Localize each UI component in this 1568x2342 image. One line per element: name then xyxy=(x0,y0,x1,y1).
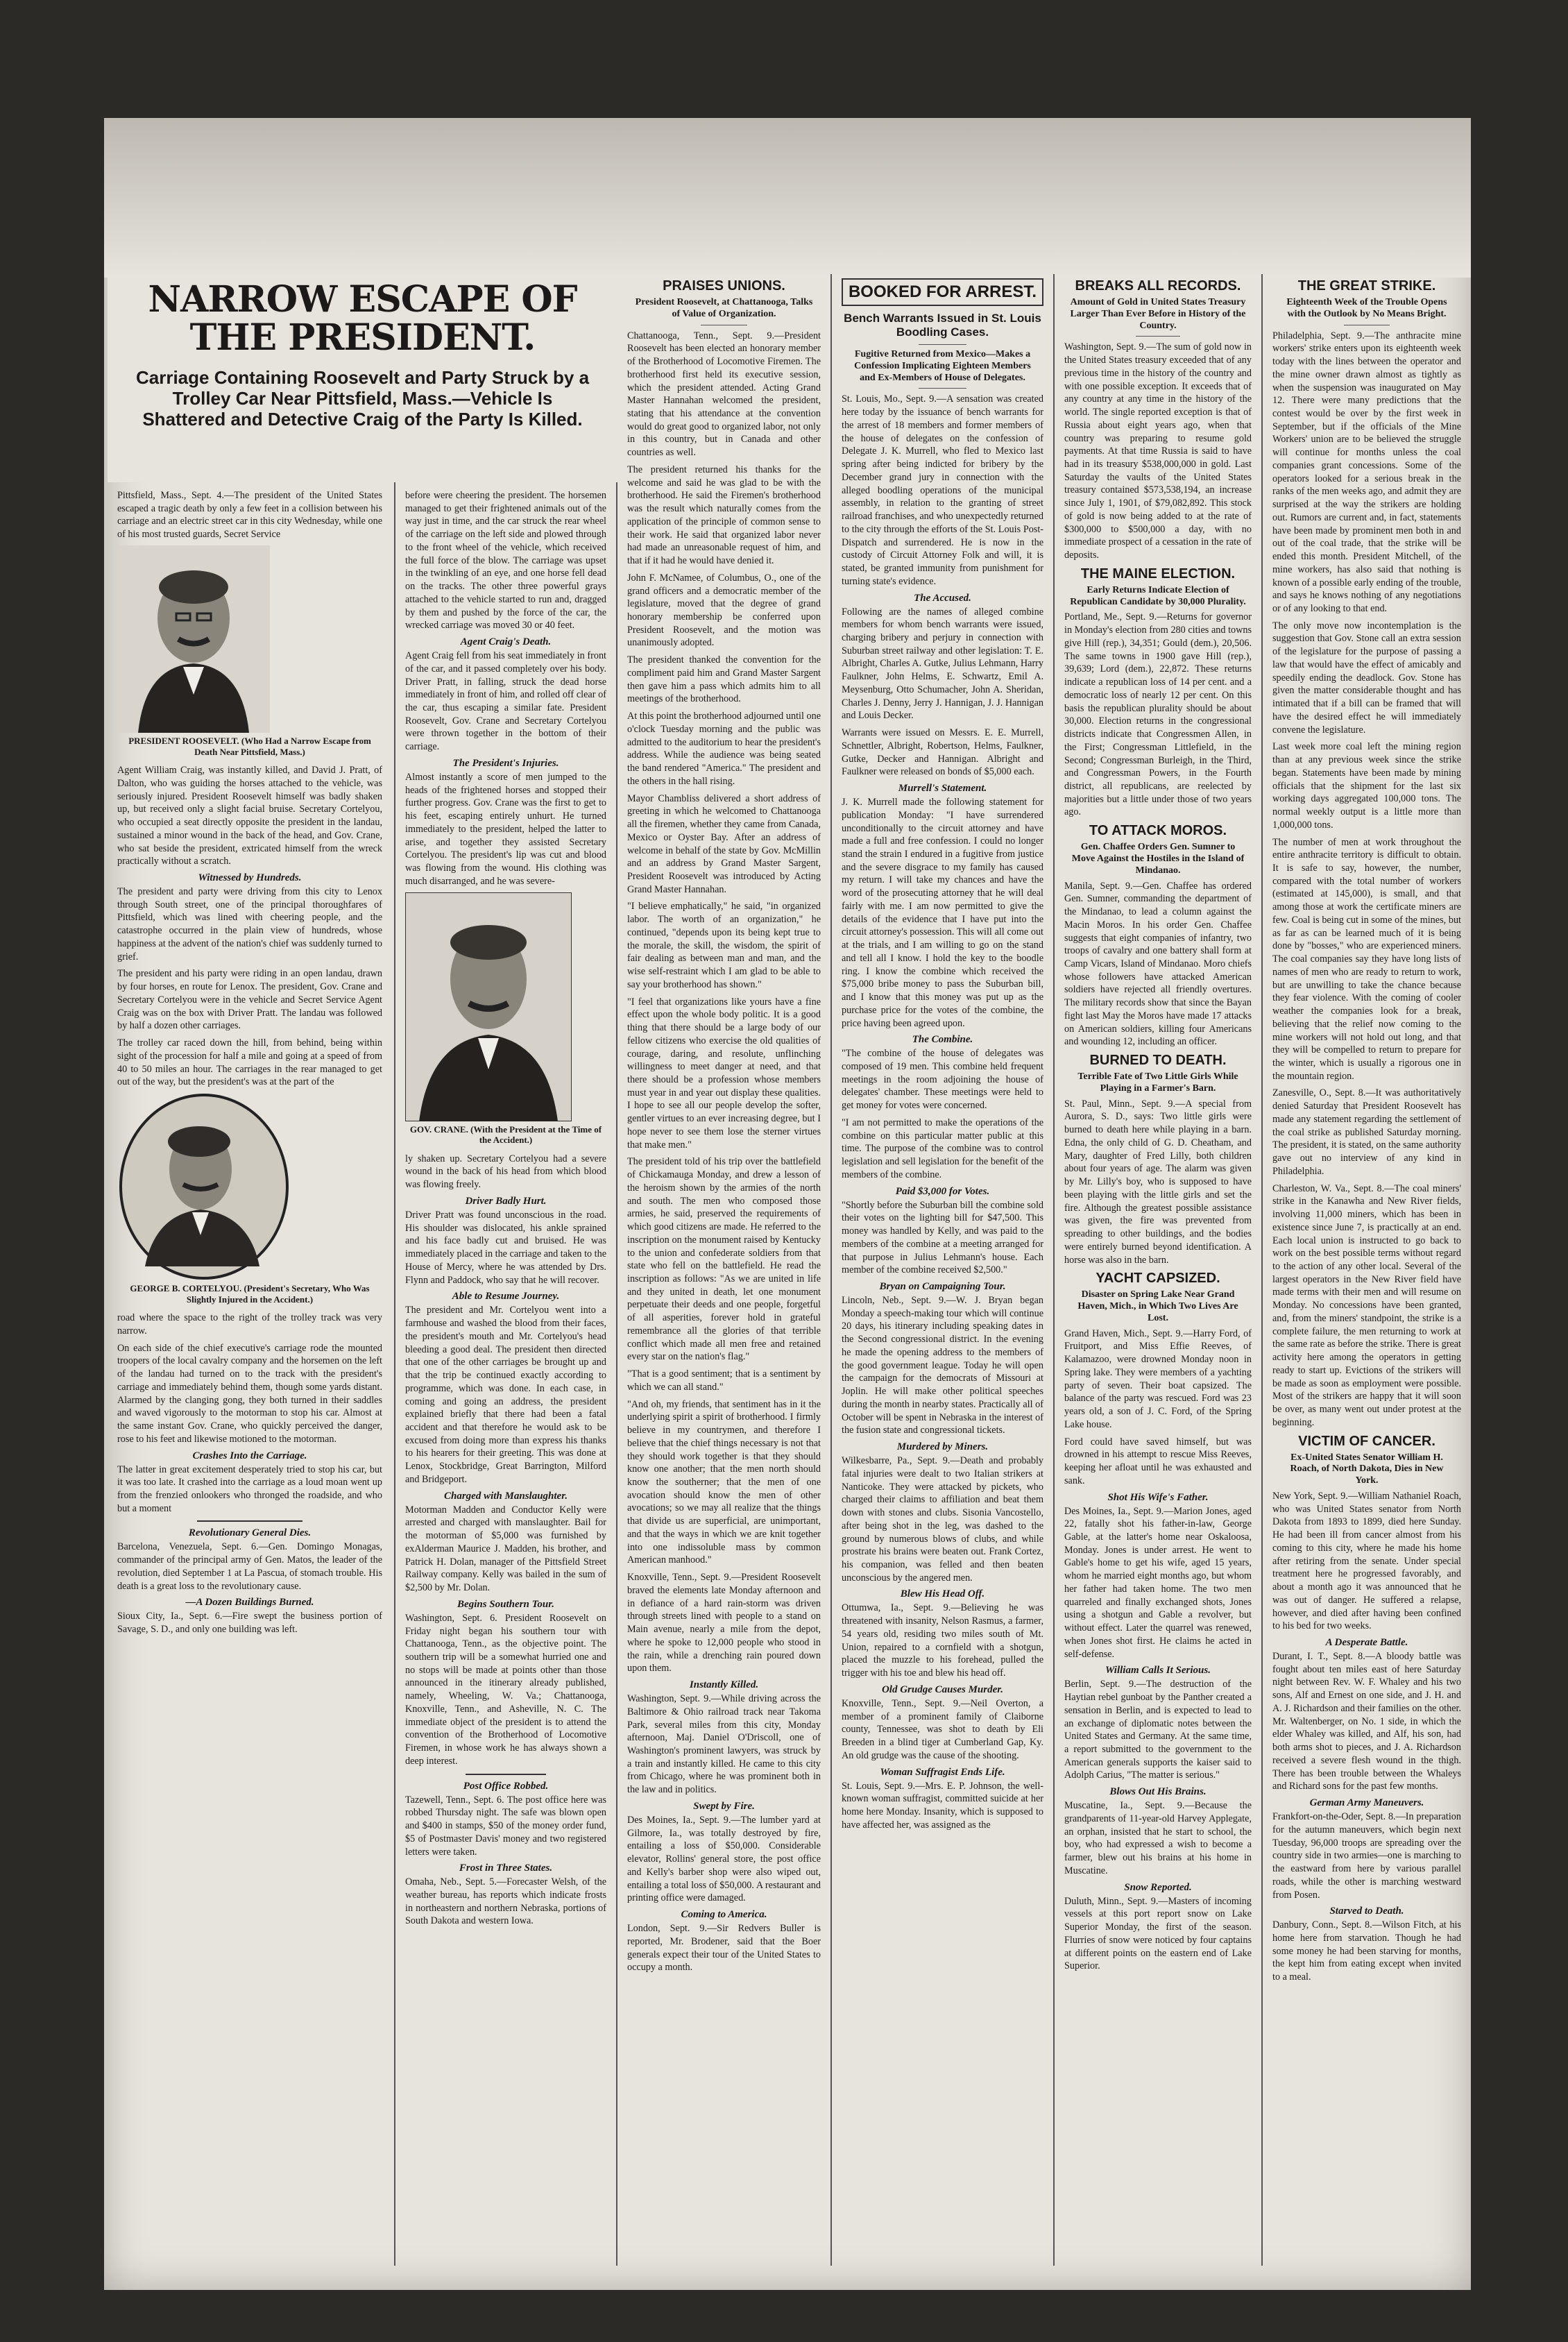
article-paragraph: The only move now incontemplation is the suggestion that Gov. Stone call an extra session of the legislature for the purpose of passing a law that would have the effect of amicably and speedily ending the deadlock. Gov. Stone has given the matter considerable thought and has intimated that if a bill can be framed that will have the desired effect he will immediately convene the legislature. xyxy=(1272,620,1461,736)
article-paragraph: Mayor Chambliss delivered a short address of greeting in which he welcomed to Chattanooga all the firemen, whether they came from Canada, Mexico or Oyster Bay. After an address of welcome in behalf of the state by Gov. McMillin and an address by Grand Master Sargent, President Roosevelt was introduced by Acting Grand Master Hannahan. xyxy=(627,792,821,895)
cortelyou-portrait xyxy=(117,1093,382,1280)
article-paragraph: Last week more coal left the mining region than at any previous week since the strike began. Statements have been made by mining officials that the shipment for the last six working days aggregated 100,000 tons. The normal weekly output is a little more than 1,000,000 tons. xyxy=(1272,741,1461,831)
article-headline: VICTIM OF CANCER. xyxy=(1298,1433,1435,1449)
article-paragraph: "I believe emphatically," he said, "in organized labor. The worth of an organization," he continued, "depends upon its being kept true to the morale, the skill, the wisdom, the spirit of fair dealing as between man and man, and the wise self-restraint which I am glad to be able to say your brotherhood has shown." xyxy=(627,901,821,990)
article-headline: PRAISES UNIONS. xyxy=(663,278,785,294)
portrait-caption: GEORGE B. CORTELYOU. (President's Secretary, Who Was Slightly Injured in the Accident.) xyxy=(130,1283,370,1305)
article-paragraph: The latter in great excitement desperately tried to stop his car, but it was too late. It crashed into the carriage as a loud moan went up from the frenzied onlookers who thronged the roadside, and who but a moment xyxy=(117,1463,382,1514)
article-paragraph: Sioux City, Ia., Sept. 6.—Fire swept the business portion of Savage, S. D., and only one building was left. xyxy=(117,1611,382,1636)
subheading: Revolutionary General Dies. xyxy=(188,1527,312,1539)
article-headline: BOOKED FOR ARREST. xyxy=(842,278,1043,306)
article-deck: Ex-United States Senator William H. Roach, of North Dakota, Dies in New York. xyxy=(1290,1452,1444,1486)
page-top-margin xyxy=(104,118,1471,278)
article-paragraph: Chattanooga, Tenn., Sept. 9.—President Roosevelt has been elected an honorary member of the Brotherhood of Locomotive Firemen. The brotherhood first held its executive session, which the president attended. Acting Grand Master Hannahan welcomed the president, stating that his attendance at the convention would do great good to organized labor, not only in this country, but in Canada and other countries as well. xyxy=(627,330,821,459)
article-paragraph: road where the space to the right of the trolley track was very narrow. xyxy=(117,1312,382,1337)
article-paragraph: "And oh, my friends, that sentiment has in it the underlying spirit a spirit of brotherhood. I firmly believe in my countrymen, and therefore I believe that the chief things necessary is not that they should work together is that they should know one another; that the men north should know the southerner; that the men of one avocation should know the men of other avocations; so we may all realize that the things that divide us are superficial, are unimportant, and that the ways in which we are knit together into one indissoluble mass by common American manhood." xyxy=(627,1398,821,1566)
portrait-image-icon xyxy=(405,892,572,1121)
article-paragraph: Des Moines, Ia., Sept. 9.—Marion Jones, aged 22, fatally shot his father-in-law, George Gable, at the latter's home near Oskaloosa, Monday. Jones is under arrest. He went to Gable's home to get his wife, aged 15 years, whom he married eight months ago, but whom her father had taken home. The two men quarreled and finally exchanged shots, Jones using a shotgun and Gable a revolver, but without effect. Later the quarrel was renewed, when Jones shot first. He claims he acted in self-defense. xyxy=(1064,1505,1252,1660)
article-headline: BREAKS ALL RECORDS. xyxy=(1075,278,1241,294)
subheading: Shot His Wife's Father. xyxy=(1107,1491,1209,1503)
article-deck: Amount of Gold in United States Treasury Larger Than Ever Before in History of the Country. xyxy=(1070,297,1246,331)
article-paragraph: "The combine of the house of delegates was composed of 19 men. This combine held frequent meetings in the room adjoining the house of delegates' chamber. These meetings were held to get money for votes were concerned. xyxy=(842,1048,1043,1112)
article-paragraph: Duluth, Minn., Sept. 9.—Masters of incoming vessels at this port report snow on Lake Superior Monday, the first of the season. Flurries of snow were noticed by four captains at different points on the eastern end of Lake Superior. xyxy=(1064,1895,1252,1972)
lead-headline: NARROW ESCAPE OF THE PRESIDENT. xyxy=(148,278,577,359)
article-paragraph: John F. McNamee, of Columbus, O., one of the grand officers and a democratic member of the legislature, moved that the degree of grand honorary membership be conferred upon President Roosevelt, and the motion was unanimously adopted. xyxy=(627,572,821,649)
article-paragraph: Wilkesbarre, Pa., Sept. 9.—Death and probably fatal injuries were dealt to two Italian strikers at Nanticoke. They were attacked by pickets, who charged their claims to affiliation and beat them down with stones and clubs. Sisonia Vancostello, after being shot in the leg, was dashed to the ground by numerous blows of clubs, and while prostrate his brains were beaten out. Frank Cortez, his companion, was felled and then beaten unconscious by the angered men. xyxy=(842,1455,1043,1584)
article-paragraph: ly shaken up. Secretary Cortelyou had a severe wound in the back of his head from which blood was flowing freely. xyxy=(405,1153,606,1191)
subheading: The Accused. xyxy=(914,592,971,604)
column-1 xyxy=(108,489,392,2266)
article-paragraph: Charleston, W. Va., Sept. 8.—The coal miners' strike in the Kanawha and New River fields, involving 11,000 miners, which has been in existence since June 7, is practically at an end. Each local union is instructed to go back to work on the best possible terms without regard to the action of any other local. Several of the largest operators in the New River field have made terms with their men and will resume on Monday. No concessions have been granted, and, from the miners' standpoint, the strike is a complete failure, the men returning to work at the same rate as before the strike. There is great activity here among the operators in getting ready to start up. Evictions of the strikers will be made as soon as employment were possible. Most of the strikers are happy that it will soon be over, as many went out under protest at the beginning. xyxy=(1272,1182,1461,1428)
article-paragraph: St. Louis, Sept. 9.—Mrs. E. P. Johnson, the well-known woman suffragist, committed suicide at her home here Monday. Insanity, which is supposed to have affected her, was assigned as the xyxy=(842,1780,1043,1831)
subheading: —A Dozen Buildings Burned. xyxy=(185,1597,314,1609)
article-paragraph: London, Sept. 9.—Sir Redvers Buller is reported, Mr. Brodener, said that the Boer generals expect their tour of the United States to occupy a month. xyxy=(627,1923,821,1974)
article-paragraph: Agent William Craig, was instantly killed, and David J. Pratt, of Dalton, who was guiding the horses attached to the vehicle, was seriously injured. President Roosevelt himself was badly shaken up, but received only a slight facial bruise. Secretary Cortelyou, who occupied a seat directly opposite the president in the landau, sustained a minor wound in the back of the head, and Gov. Crane, who sat beside the president, extricated himself from the wreck practically without a scratch. xyxy=(117,765,382,867)
subheading: Charged with Manslaughter. xyxy=(444,1490,568,1502)
subheading: German Army Maneuvers. xyxy=(1309,1797,1424,1809)
article-paragraph: Lincoln, Neb., Sept. 9.—W. J. Bryan began Monday a speech-making tour which will continue 20 days, his itinerary including speaking dates in the Second congressional district. In the evening he made the opening address to the members of the good government league. Today he will open the campaign for the democrats of Missouri at Joplin. He will make other political speeches during the month in nearby states. Practically all of October will be spent in Nebraska in the interest of the fusion state and congressional tickets. xyxy=(842,1295,1043,1436)
newspaper-page xyxy=(104,118,1471,2290)
column-2 xyxy=(395,489,616,2266)
portrait-caption: PRESIDENT ROOSEVELT. (Who Had a Narrow Escape from Death Near Pittsfield, Mass.) xyxy=(128,735,371,757)
article-paragraph: Danbury, Conn., Sept. 8.—Wilson Fitch, at his home here from starvation. Though he had some money he had been starving for months, the kept him from eating except when invited to a meal. xyxy=(1272,1919,1461,1983)
subheading: Crashes Into the Carriage. xyxy=(192,1450,307,1461)
subheading: Bryan on Campaigning Tour. xyxy=(879,1281,1006,1293)
lead-story-header xyxy=(108,274,617,482)
article-paragraph: The president and party were driving from this city to Lenox through South street, one of the principal thoroughfares of Pittsfield, which was lined with cheering people, and the catastrophe occurred in the plain view of hundreds, whose happiness at the advent of the nation's chief was suddenly turned to grief. xyxy=(117,886,382,962)
article-subhead: Bench Warrants Issued in St. Louis Boodling Cases. xyxy=(844,312,1041,339)
subheading: Instantly Killed. xyxy=(689,1679,759,1691)
article-paragraph: Omaha, Neb., Sept. 5.—Forecaster Welsh, of the weather bureau, has reports which indicate frosts in northeastern and northern Nebraska, portions of South Dakota and western Iowa. xyxy=(405,1876,606,1927)
subheading: Begins Southern Tour. xyxy=(457,1598,554,1610)
portrait-caption: GOV. CRANE. (With the President at the Time of the Accident.) xyxy=(409,1123,602,1146)
article-paragraph: "I feel that organizations like yours have a fine effect upon the whole body politic. It is a good thing that there should be a large body of our fellow citizens who exercise the old qualities of courage, daring, and resolute, unflinching willingness to meet danger at need, and that there should be a profession whose members must year in and year out display these qualities. I hope to see all our people develop the softer, gentler virtues to an ever increasing degree, but I hope never to see them lose the sterner virtues that make men." xyxy=(627,996,821,1151)
article-paragraph: Driver Pratt was found unconscious in the road. His shoulder was dislocated, his ankle sprained and his face badly cut and bruised. He was immediately placed in the carriage and taken to the House of Mercy, where he was attended by Drs. Flynn and Paddock, who say that he will recover. xyxy=(405,1209,606,1286)
article-paragraph: At this point the brotherhood adjourned until one o'clock Tuesday morning and the public was admitted to the auditorium to hear the president's address. While the audience was being seated the band rendered "America." The president and the others in the hall rising. xyxy=(627,711,821,787)
article-deck: Gen. Chaffee Orders Gen. Sumner to Move Against the Hostiles in the Island of Mindanao. xyxy=(1071,842,1245,876)
subheading: Snow Reported. xyxy=(1124,1881,1192,1893)
article-deck: Fugitive Returned from Mexico—Makes a Confession Implicating Eighteen Members and Ex-Members of House of Delegates. xyxy=(854,349,1031,383)
article-paragraph: Almost instantly a score of men jumped to the heads of the frightened horses and stopped their further progress. Gov. Crane was the first to get to his feet, escaping entirely unhurt. He turned immediately to the president, helped the latter to arise, and together they assisted Secretary Cortelyou. The president's lip was cut and blood was flowing from the wound. His clothing was much disarranged, and he was severe- xyxy=(405,771,606,887)
subheading: Frost in Three States. xyxy=(459,1862,553,1874)
article-deck: Disaster on Spring Lake Near Grand Haven, Mich., in Which Two Lives Are Lost. xyxy=(1077,1289,1238,1323)
subheading: Able to Resume Journey. xyxy=(452,1291,560,1302)
divider xyxy=(197,1520,303,1522)
article-deck: Eighteenth Week of the Trouble Opens with the Outlook by No Means Bright. xyxy=(1286,297,1447,319)
divider xyxy=(919,344,967,345)
column-6 xyxy=(1263,274,1471,2266)
article-paragraph: Washington, Sept. 9.—The sum of gold now in the United States treasury exceeded that of any previous time in the history of the country and with one possible exception. It exceeds that of any country at any time in the history of the world. The single reported exception is that of Russia about eight years ago, when that country was preparing to resume gold payments. At that time Russia is said to have had in its treasury $538,000,000 in gold. Last Saturday the vaults of the United States treasury contained $573,538,194, an increase since July 1, 1901, of $79,082,892. This stock of gold is now being added to at the rate of $300,000 to $500,000 a day, with no immediate prospect of a cessation in the rate of deposits. xyxy=(1064,341,1252,561)
article-paragraph: The president and his party were riding in an open landau, drawn by four horses, en route for Lenox. The president, Gov. Crane and Secretary Cortelyou were in the vehicle and Secret Service Agent Craig was on the box with Driver Pratt. The landau was followed by half a dozen other carriages. xyxy=(117,968,382,1032)
article-paragraph: Manila, Sept. 9.—Gen. Chaffee has ordered Gen. Sumner, commanding the department of the Mindanao, to lead a column against the Macin Moros. In his order Gen. Chaffee suggests that eight companies of infantry, two troops of cavalry and one battery shall form at Camp Vicars, Island of Mindanao. Moro chiefs whose followers have attacked American soldiers have rejected all friendly overtures. The military records show that since the Bayan fight last May the Moros have made 17 attacks on American soldiers, killing four Americans and wounding 12, including an officer. xyxy=(1064,880,1252,1048)
lead-paragraph: Pittsfield, Mass., Sept. 4.—The president of the United States escaped a tragic death by only a few feet in a collision between his carriage and an electric street car in this city Wednesday, while one of his most trusted guards, Secret Service xyxy=(117,490,382,541)
subheading: The President's Injuries. xyxy=(452,757,559,769)
subheading: Driver Badly Hurt. xyxy=(465,1195,547,1207)
article-paragraph: Muscatine, Ia., Sept. 9.—Because the grandparents of 11-year-old Harvey Applegate, an orphan, insisted that he start to school, the boy, who had expressed a wish to become a farmer, blew out his brains at his home in Muscatine. xyxy=(1064,1800,1252,1876)
article-headline: YACHT CAPSIZED. xyxy=(1096,1271,1220,1287)
article-headline: BURNED TO DEATH. xyxy=(1089,1053,1227,1069)
subheading: Swept by Fire. xyxy=(693,1800,755,1812)
article-paragraph: The number of men at work throughout the entire anthracite territory is difficult to obtain. It is safe to say, however, the number, compared with the total number of workers (estimated at 145,000), is small, and that among those at work the certificate miners are few. Coal is being cut in some of the mines, but as far as can be learned much of it is being done by "bosses," who are experienced miners. The coal companies say they have long lists of names of men who are ready to return to work, but are unwilling to take the chance because they fear violence. With the coming of cooler weather the companies look for a break, believing that the relief now coming to the mine workers will not hold out long, and that they will be compelled to return to prepare for the winter, which is usually a rigorous one in the mountain region. xyxy=(1272,836,1461,1082)
subheading: Murrell's Statement. xyxy=(898,783,987,795)
article-paragraph: The trolley car raced down the hill, from behind, being within sight of the procession for half a mile and going at a speed of from 40 to 50 miles an hour. The carriages in the rear managed to get out of the way, but the president's was at the part of the xyxy=(117,1037,382,1088)
column-5 xyxy=(1055,274,1261,2266)
article-paragraph: New York, Sept. 9.—William Nathaniel Roach, who was United States senator from North Dakota from 1893 to 1899, died here Sunday. He had been ill from cancer almost from his coming to this city, where he made his home after retiring from the senate. Under special treatment here he progressed favorably, and about a month ago it was announced that he was out of danger. He suffered a relapse, however, and died after having been confined to his bed for two weeks. xyxy=(1272,1490,1461,1632)
article-deck: President Roosevelt, at Chattanooga, Talks of Value of Organization. xyxy=(635,297,813,319)
article-paragraph: Agent Craig fell from his seat immediately in front of the car, and it passed completely over his body. Driver Pratt, in falling, struck the dead horse immediately in front of him, and rolled off clear of the car, thus escaping a similar fate. President Roosevelt, Gov. Crane and Secretary Cortelyou were thrown together in the bottom of their carriage. xyxy=(405,650,606,753)
article-paragraph: Warrants were issued on Messrs. E. E. Murrell, Schnettler, Albright, Robertson, Helms, Faulkner, Gutke, Decker and Hannigan. Albright and Faulkner were released on bonds of $5,000 each. xyxy=(842,727,1043,778)
article-paragraph: Tazewell, Tenn., Sept. 6. The post office here was robbed Thursday night. The safe was blown open and $400 in stamps, $50 of the money order fund, $5 of Postmaster Davis' money and two registered letters were taken. xyxy=(405,1794,606,1858)
article-paragraph: "Shortly before the Suburban bill the combine sold their votes on the lighting bill for $47,500. This money was handled by Kelly, and was paid to the members of the combine at a meeting arranged for that purpose in Julius Lehmann's house. Each member of the combine received $2,500." xyxy=(842,1199,1043,1276)
column-4 xyxy=(832,274,1053,2266)
article-paragraph: Ottumwa, Ia., Sept. 9.—Believing he was threatened with insanity, Nelson Rasmus, a farmer, 54 years old, residing two miles south of Mt. Union, repaired to a cornfield with a shotgun, placed the muzzle to his forehead, pulled the trigger with his toe and blew his head off. xyxy=(842,1602,1043,1679)
article-paragraph: Philadelphia, Sept. 9.—The anthracite mine workers' strike enters upon its eighteenth week today with the lines between the operator and the mine owner drawn almost as tightly as when the suspension was inaugurated on May 12. There were many predictions that the contest would be over by the first week in September, but if the officials of the Mine Workers' union are to be believed the struggle will continue for months unless the coal companies grant concessions. Some of the operators looked for a serious break in the ranks of the men weeks ago, and admit they are surprised at the way the strikers are holding out. Rumors are current and, in fact, statements have been made by prominent men both in and out of the coal trade, that the strike will be ended this month. President Mitchell, of the mine workers, has also said that nothing is known of a possible early ending of the trouble, and says he knows nothing of any negotiations or of any looking to that end. xyxy=(1272,330,1461,615)
subheading: Agent Craig's Death. xyxy=(460,636,552,648)
oval-portrait-image-icon xyxy=(117,1093,291,1280)
crane-portrait xyxy=(405,892,606,1121)
article-paragraph: Knoxville, Tenn., Sept. 9.—President Roosevelt braved the elements late Monday afternoon and in defiance of a hard rain-storm was driven through streets lined with people to a stand on Main avenue, nearly a mile from the depot, where he spoke to 12,000 people who stood in the rain, while a drenching rain poured down upon them. xyxy=(627,1572,821,1674)
article-paragraph: Washington, Sept. 6. President Roosevelt on Friday night began his southern tour with Chattanooga, Tenn., as the objective point. The southern trip will be a somewhat hurried one and no stops will be made at points other than those announced in the itinerary already published, namely, Wheeling, W. Va.; Chattanooga, Knoxville, Tenn., and Asheville, N. C. The immediate object of the president is to attend the convention of the Brotherhood of Locomotive Firemen, in whose work he has always shown a deep interest. xyxy=(405,1612,606,1767)
article-deck: Terrible Fate of Two Little Girls While Playing in a Farmer's Barn. xyxy=(1077,1071,1238,1094)
article-paragraph: St. Paul, Minn., Sept. 9.—A special from Aurora, S. D., says: Two little girls were burned to death here while playing in a barn. Edna, the only child of G. D. Cheatham, and Mary, daughter of Fred Lilly, both children about four years of age. The alarm was given by Mr. Lilly's boy, who is supposed to have been playing with the little girls and set the fire. Although the greatest possible assistance was given, the fire was prevented from spreading to other buildings, and the bodies were entirely burned beyond identification. A horse was also in the barn. xyxy=(1064,1098,1252,1266)
article-deck: Early Returns Indicate Election of Republican Candidate by 30,000 Plurality. xyxy=(1070,584,1246,607)
article-paragraph: Washington, Sept. 9.—While driving across the Baltimore & Ohio railroad track near Takoma Park, several miles from this city, Monday afternoon, Maj. Daniel O'Driscoll, one of Washington's prominent lawyers, was struck by a train and instantly killed. He came to this city from Chicago, where he was prominent both in the law and in politics. xyxy=(627,1693,821,1796)
article-paragraph: Motorman Madden and Conductor Kelly were arrested and charged with manslaughter. Bail for the motorman of $5,000 was furnished by exAlderman Maurice J. Madden, his brother, and Patrick H. Dolan, manager of the Pittsfield Street Railway company. Kelly was bailed in the sum of $2,500 by Mr. Dolan. xyxy=(405,1504,606,1594)
divider xyxy=(919,388,967,389)
article-paragraph: Des Moines, Ia., Sept. 9.—The lumber yard at Gilmore, Ia., was totally destroyed by fire, entailing a loss of $50,000. Considerable elevator, Rollins' general store, the post office and Kelly's barber shop were also wiped out, entailing a total loss of $50,000. A restaurant and printing office were damaged. xyxy=(627,1814,821,1904)
article-paragraph: "That is a good sentiment; that is a sentiment by which we can all stand." xyxy=(627,1368,821,1393)
subheading: Murdered by Miners. xyxy=(896,1441,989,1453)
article-paragraph: The president returned his thanks for the welcome and said he was glad to be with the brotherhood. He said the Firemen's brotherhood was the result which naturally comes from the application of the principle of common sense to their work. He said that organized labor never had made an unreasonable request of him, and that if it had he would have denied it. xyxy=(627,464,821,567)
subheading: A Desperate Battle. xyxy=(1325,1637,1408,1649)
subheading: Coming to America. xyxy=(681,1909,767,1921)
article-paragraph: J. K. Murrell made the following statement for publication Monday: "I have surrendered unconditionally to the circuit attorney and have made a full and free confession. I could no longer stand the strain I endured in a fugitive from justice and the severe disgrace to my family has caused my return. I will take my chances and have the word of the prosecuting attorney that he will deal fairly with me. I am now permitted to give the details of the evidence that I have put into the circuit attorney's possession. This will all come out at the trials, and I am willing to go on the stand and tell all I know. I hold the key to the boodle ring. I know the combine which received the $75,000 bribe money to pass the Suburban bill, and I know that this money was put up as the purchase price for the votes of the combine, the price having been agreed upon. xyxy=(842,797,1043,1029)
article-paragraph: The president thanked the convention for the compliment paid him and Grand Master Sargent then gave him a pass which admits him to all meetings of the brotherhood. xyxy=(627,654,821,705)
divider xyxy=(466,1774,546,1775)
subheading: Blows Out His Brains. xyxy=(1109,1786,1207,1798)
roosevelt-portrait xyxy=(117,545,382,733)
article-headline: THE GREAT STRIKE. xyxy=(1297,278,1436,294)
subheading: Woman Suffragist Ends Life. xyxy=(880,1766,1005,1778)
article-paragraph: Barcelona, Venezuela, Sept. 6.—Gen. Domingo Monagas, commander of the principal army of Gen. Matos, the leader of the revolution, died September 1 at La Pascua, of stomach trouble. His death is a great loss to the revolutionary cause. xyxy=(117,1541,382,1592)
article-paragraph: St. Louis, Mo., Sept. 9.—A sensation was created here today by the issuance of bench warrants for the arrest of 18 members and former members of the house of delegates on the confession of Delegate J. K. Murrell, who fled to Mexico last spring after being indicted for bribery by the December grand jury in connection with the alleged boodling operations of the municipal assembly, in relation to the granting of street railroad franchises, and who unexpectedly returned to the city through the efforts of the St. Louis Post-Dispatch and surrendered. He is now in the custody of Circuit Attorney Folk and will, it is stated, be granted immunity from punishment for turning state's evidence. xyxy=(842,393,1043,587)
subheading: Blew His Head Off. xyxy=(900,1588,985,1600)
subheading: Starved to Death. xyxy=(1329,1906,1404,1917)
column-3 xyxy=(617,274,830,2266)
article-headline: THE MAINE ELECTION. xyxy=(1080,566,1236,582)
article-paragraph: Following are the names of alleged combine members for whom bench warrants were issued, charging bribery and perjury in connection with Suburban street railway and other legislation: T. E. Albright, Charles A. Gutke, Julius Lehmann, Harry Faulkner, John Helms, E. Schwartz, Emil A. Meysenburg, Otto Schumacher, John A. Sheridan, Charles J. Denny, Jerry J. Hannigan, J. J. Hannigan and Louis Decker. xyxy=(842,606,1043,722)
article-headline: TO ATTACK MOROS. xyxy=(1089,823,1227,839)
article-paragraph: On each side of the chief executive's carriage rode the mounted troopers of the local cavalry company and the horsemen on the left of the landau had turned on to the track with the president's carriage and immediately behind them, though some yards distant. Alarmed by the clanging gong, they both turned in their saddles and waved vigorously to the motorman to stop his car. Almost at the same instant Gov. Crane, who quickly perceived the danger, rose to his feet and likewise motioned to the motorman. xyxy=(117,1342,382,1445)
portrait-image-icon xyxy=(117,545,270,733)
article-paragraph: Knoxville, Tenn., Sept. 9.—Neil Overton, a member of a prominent family of Claiborne county, Tennessee, was shot to death by Eli Breeden in a blind tiger at Cumberland Gap, Ky. An old grudge was the cause of the shooting. xyxy=(842,1697,1043,1761)
article-paragraph: Zanesville, O., Sept. 8.—It was authoritatively denied Saturday that President Roosevelt has made any statement regarding the settlement of the coal strike as published Saturday morning. The president, it is stated, on the same authority gave out no interview of any kind in Philadelphia. xyxy=(1272,1087,1461,1177)
subheading: William Calls It Serious. xyxy=(1105,1665,1211,1677)
subheading: Witnessed by Hundreds. xyxy=(198,872,302,883)
article-paragraph: Portland, Me., Sept. 9.—Returns for governor in Monday's election from 280 cities and towns give Hill (rep.), 34,351; Gould (dem.), 20,506. The same towns in 1900 gave Hill (rep.), 39,639; Lord (dem.), 22,872. These returns indicate a republican loss of 14 per cent. and a democratic loss of nearly 12 per cent. On this basis the republican plurality should be about 30,000. Election returns in the congressional districts indicate that Congressmen Allen, in the First; Congressman Littlefield, in the Second; Congressman Burleigh, in the Third, and Congressman Powers, in the Fourth district, all republicans, are reelected by majorities but a little under those of two years ago. xyxy=(1064,611,1252,818)
article-paragraph: "I am not permitted to make the operations of the combine on this particular matter public at this time. The purpose of the combine was to control legislation and sell legislation for the benefit of the members of the combine. xyxy=(842,1117,1043,1180)
subheading: Old Grudge Causes Murder. xyxy=(881,1683,1004,1695)
article-paragraph: before were cheering the president. The horsemen managed to get their frightened animals out of the way just in time, and the car struck the rear wheel of the carriage on the left side and plowed through to the front wheel of the vehicle, which received the full force of the blow. The carriage was upset in the twinkling of an eye, and one horse fell dead on the tracks. The other three powerful grays attached to the vehicle started to run and, dragged by them and pushed by the force of the car, the wrecked carriage was moved 30 or 40 feet. xyxy=(405,490,606,631)
divider xyxy=(1136,336,1181,337)
article-paragraph: Berlin, Sept. 9.—The destruction of the Haytian rebel gunboat by the Panther created a sensation in Berlin, and is expected to lead to an exchange of diplomatic notes between the United States and Germany. At the same time, a report submitted to the government to the American generals supports the kaiser said to Adolph Carius, "The matter is serious." xyxy=(1064,1679,1252,1781)
article-paragraph: Ford could have saved himself, but was drowned in his attempt to rescue Miss Reeves, keeping her afloat until he was exhausted and sank. xyxy=(1064,1436,1252,1486)
subheading: The Combine. xyxy=(912,1034,973,1046)
lead-subhead: Carriage Containing Roosevelt and Party Struck by a Trolley Car Near Pittsfield, Mass.—Vehicle Is Shattered and Detective Craig of the Party Is Killed. xyxy=(135,367,590,430)
article-paragraph: The president told of his trip over the battlefield of Chickamauga Monday, and drew a lesson of the heroism shown by the armies of the north and south. The men who composed those armies, he said, preserved the requirements of which good citizens are made. He referred to the inscription on the monument raised by Kentucky to the union and confederate soldiers from that state who fell on the battlefield. He read the inscription as follows: "As we are united in life and they united in death, let one monument perpetuate their deeds and one people, forgetful of all asperities, forever hold in grateful remembrance all the glories of that terrible conflict which made all men free and retained every star on the nation's flag." xyxy=(627,1156,821,1363)
article-paragraph: Frankfort-on-the-Oder, Sept. 8.—In preparation for the autumn maneuvers, which begin next Tuesday, 96,000 troops are spreading over the country side in two armies—one is marching to the eastward from here by various parallel roads, while the other is marching westward from Posen. xyxy=(1272,1811,1461,1901)
article-paragraph: Grand Haven, Mich., Sept. 9.—Harry Ford, of Fruitport, and Miss Effie Reeves, of Kalamazoo, were drowned Monday noon in Spring lake. They were members of a yachting party of seven. Their boat capsized. The balance of the party was rescued. Ford was 23 years old, a son of J. C. Ford, of the Spring Lake house. xyxy=(1064,1327,1252,1430)
article-paragraph: Durant, I. T., Sept. 8.—A bloody battle was fought about ten miles east of here Saturday night between Rev. W. F. Whaley and his two sons, Alf and Ernest on one side, and J. H. and A. J. Richardson and their families on the other. Mr. Waltenberger, on No. 1 side, in which the elder Whaley was killed, and Alf, his son, had both arms shot to pieces, and J. A. Richardson received a severe flesh wound in the thigh. There has been trouble between the Whaleys and Richard sons for the past few months. xyxy=(1272,1651,1461,1792)
article-paragraph: The president and Mr. Cortelyou went into a farmhouse and washed the blood from their faces, the president's mouth and Mr. Cortelyou's head bleeding a good deal. The president then directed that one of the other carriages be brought up and that the trip be continued exactly according to programme, which was done. In each case, in coming and going an address, the president explained briefly that there had been a fatal accident and that therefore he would ask to be excused from doing more than express his thanks to his hearers for their greeting. This was done at Lenox, Stockbridge, Great Barrington, Milford and Bridgeport. xyxy=(405,1305,606,1485)
subheading: Post Office Robbed. xyxy=(463,1780,549,1792)
subheading: Paid $3,000 for Votes. xyxy=(895,1185,990,1197)
